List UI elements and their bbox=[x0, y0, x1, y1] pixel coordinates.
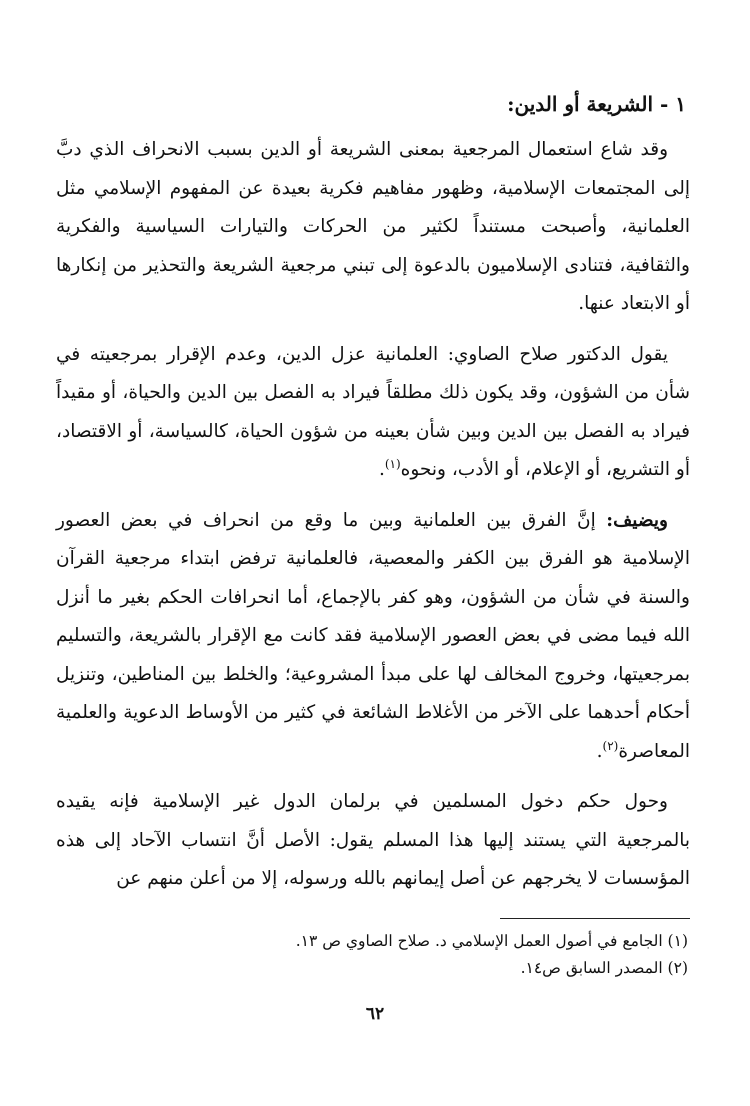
footnote-ref: (٢) bbox=[602, 738, 619, 753]
paragraph-text: إنَّ الفرق بين العلمانية وبين ما وقع من انحراف في بعض العصور الإسلامية هو الفرق بين الكفر والمعصية، فالعلمانية ترفض ابتداء مرجعية القرآن والسنة في شأن من الشؤون، وهو كفر بالإجماع، أما انحرافات الحكم بغير ما أنزل الله فيما مضى في بعض العصور الإسلامية فقد كانت مع الإقرار بالشريعة، والتسليم بمرجعيتها، وخروج المخالف لها على مبدأ المشروعية؛ والخلط بين المناطين، وتنزيل أحكام أحدهما على الآخر من الأغلاط الشائعة في كثير من الأوساط الدعوية والعلمية المعاصرة bbox=[56, 509, 690, 762]
paragraph-text: وحول حكم دخول المسلمين في برلمان الدول غير الإسلامية فإنه يقيده بالمرجعية التي يستند إليها هذا المسلم يقول: الأصل أنَّ انتساب الآحاد إلى هذه المؤسسات لا يخرجهم عن أصل إيمانهم بالله ورسوله، إلا من أعلن منهم عن bbox=[56, 791, 690, 889]
footnotes bbox=[58, 928, 688, 982]
paragraph-lead: ويضيف: bbox=[606, 509, 668, 531]
paragraph-4 bbox=[56, 783, 690, 899]
footnote-ref: (١) bbox=[384, 456, 401, 471]
paragraph-text: وقد شاع استعمال المرجعية بمعنى الشريعة أو الدين بسبب الانحراف الذي دبَّ إلى المجتمعات الإسلامية، وظهور مفاهيم فكرية بعيدة عن المفهوم الإسلامي مثل العلمانية، وأصبحت مستنداً لكثير من الحركات والتيارات السياسية والفكرية والثقافية، فتنادى الإسلاميون بالدعوة إلى تبني مرجعية الشريعة والتحذير من إنكارها أو الابتعاد عنها. bbox=[56, 139, 690, 314]
footnote-divider bbox=[500, 918, 690, 919]
paragraph-text: يقول الدكتور صلاح الصاوي: العلمانية عزل الدين، وعدم الإقرار بمرجعيته في شأن من الشؤون، وقد يكون ذلك مطلقاً فيراد به الفصل بين الدين والحياة، أو مقيداً فيراد به الفصل بين الدين وبين شأن بعينه من شؤون الحياة، كالسياسة، أو الاقتصاد، أو التشريع، أو الإعلام، أو الأدب، ونحوه bbox=[56, 343, 690, 480]
page-number: ٦٢ bbox=[365, 1004, 385, 1024]
paragraph-1 bbox=[56, 131, 690, 324]
footnote-2: (٢) المصدر السابق ص١٤. bbox=[520, 959, 688, 977]
paragraph-tail: . bbox=[596, 740, 603, 762]
paragraph-2 bbox=[56, 336, 690, 490]
main-text bbox=[56, 85, 690, 911]
paragraph-tail: . bbox=[378, 459, 385, 480]
section-heading: ١ - الشريعة أو الدين: bbox=[507, 92, 686, 116]
paragraph-3 bbox=[56, 502, 690, 772]
footnote-1: (١) الجامع في أصول العمل الإسلامي د. صلاح الصاوي ص ١٣. bbox=[295, 932, 688, 950]
